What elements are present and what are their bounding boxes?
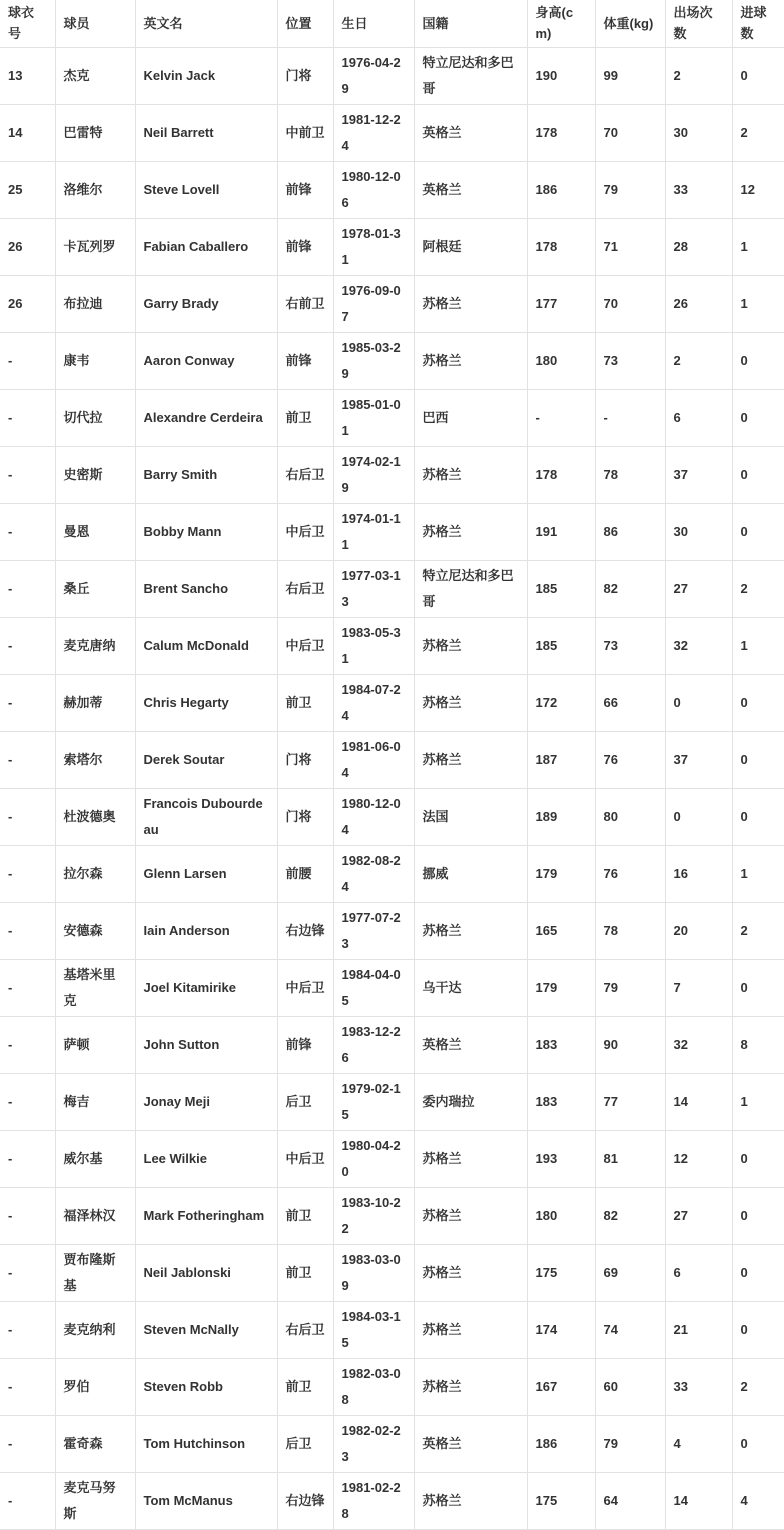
cell-height-cm: 175 (527, 1244, 595, 1301)
cell-jersey-number: - (0, 560, 55, 617)
cell-player: 罗伯 (55, 1358, 135, 1415)
cell-position: 中后卫 (277, 503, 333, 560)
cell-goals: 0 (732, 1415, 784, 1472)
cell-height-cm: 172 (527, 674, 595, 731)
cell-player: 史密斯 (55, 446, 135, 503)
cell-position: 前锋 (277, 1016, 333, 1073)
cell-weight-kg: 79 (595, 1415, 665, 1472)
cell-appearances: 0 (665, 674, 732, 731)
cell-jersey-number: 25 (0, 161, 55, 218)
table-row (0, 560, 784, 617)
cell-height-cm: 186 (527, 1415, 595, 1472)
cell-jersey-number: - (0, 1244, 55, 1301)
cell-english-name: Derek Soutar (135, 731, 277, 788)
cell-appearances: 16 (665, 845, 732, 902)
table-row (0, 332, 784, 389)
cell-goals: 1 (732, 617, 784, 674)
cell-height-cm: 189 (527, 788, 595, 845)
cell-birthday: 1985-01-01 (333, 389, 414, 446)
cell-goals: 0 (732, 731, 784, 788)
cell-height-cm: 174 (527, 1301, 595, 1358)
cell-nationality: 苏格兰 (414, 1301, 527, 1358)
cell-jersey-number: - (0, 1472, 55, 1529)
cell-player: 杜波德奥 (55, 788, 135, 845)
cell-english-name: Steven McNally (135, 1301, 277, 1358)
cell-nationality: 苏格兰 (414, 332, 527, 389)
col-header-birthday: 生日 (333, 0, 414, 47)
cell-nationality: 特立尼达和多巴哥 (414, 47, 527, 104)
cell-appearances: 32 (665, 1016, 732, 1073)
col-header-english-name: 英文名 (135, 0, 277, 47)
cell-player: 拉尔森 (55, 845, 135, 902)
cell-jersey-number: - (0, 959, 55, 1016)
cell-appearances: 33 (665, 1358, 732, 1415)
cell-height-cm: - (527, 389, 595, 446)
cell-birthday: 1977-03-13 (333, 560, 414, 617)
cell-birthday: 1982-08-24 (333, 845, 414, 902)
cell-english-name: Jonay Meji (135, 1073, 277, 1130)
cell-weight-kg: 60 (595, 1358, 665, 1415)
table-row (0, 1301, 784, 1358)
cell-weight-kg: 69 (595, 1244, 665, 1301)
table-row (0, 674, 784, 731)
cell-position: 前锋 (277, 332, 333, 389)
cell-weight-kg: 70 (595, 104, 665, 161)
cell-jersey-number: - (0, 332, 55, 389)
cell-nationality: 苏格兰 (414, 275, 527, 332)
cell-weight-kg: 71 (595, 218, 665, 275)
cell-weight-kg: 78 (595, 902, 665, 959)
col-header-appearances: 出场次数 (665, 0, 732, 47)
cell-goals: 2 (732, 560, 784, 617)
cell-weight-kg: 82 (595, 560, 665, 617)
cell-position: 门将 (277, 731, 333, 788)
cell-position: 右边锋 (277, 902, 333, 959)
cell-appearances: 6 (665, 1244, 732, 1301)
cell-height-cm: 180 (527, 332, 595, 389)
cell-jersey-number: - (0, 788, 55, 845)
cell-nationality: 委内瑞拉 (414, 1073, 527, 1130)
cell-weight-kg: 70 (595, 275, 665, 332)
cell-position: 前卫 (277, 674, 333, 731)
cell-position: 右边锋 (277, 1472, 333, 1529)
cell-birthday: 1974-01-11 (333, 503, 414, 560)
cell-appearances: 2 (665, 47, 732, 104)
cell-position: 前卫 (277, 1187, 333, 1244)
table-row (0, 503, 784, 560)
cell-position: 中后卫 (277, 1130, 333, 1187)
table-header (0, 0, 784, 47)
cell-weight-kg: 78 (595, 446, 665, 503)
cell-jersey-number: 14 (0, 104, 55, 161)
cell-height-cm: 178 (527, 218, 595, 275)
cell-position: 前卫 (277, 1244, 333, 1301)
cell-appearances: 37 (665, 731, 732, 788)
table-row (0, 1472, 784, 1529)
cell-goals: 0 (732, 1187, 784, 1244)
cell-birthday: 1978-01-31 (333, 218, 414, 275)
cell-position: 右后卫 (277, 1301, 333, 1358)
table-row (0, 161, 784, 218)
cell-height-cm: 191 (527, 503, 595, 560)
cell-position: 前锋 (277, 218, 333, 275)
cell-player: 基塔米里克 (55, 959, 135, 1016)
cell-goals: 0 (732, 446, 784, 503)
cell-english-name: Alexandre Cerdeira (135, 389, 277, 446)
cell-weight-kg: 77 (595, 1073, 665, 1130)
cell-player: 霍奇森 (55, 1415, 135, 1472)
cell-birthday: 1980-04-20 (333, 1130, 414, 1187)
header-row (0, 0, 784, 47)
cell-appearances: 20 (665, 902, 732, 959)
cell-nationality: 挪威 (414, 845, 527, 902)
table-row (0, 104, 784, 161)
cell-player: 安德森 (55, 902, 135, 959)
table-row (0, 47, 784, 104)
cell-nationality: 苏格兰 (414, 902, 527, 959)
cell-jersey-number: - (0, 1130, 55, 1187)
cell-position: 中后卫 (277, 959, 333, 1016)
cell-nationality: 乌干达 (414, 959, 527, 1016)
cell-weight-kg: 82 (595, 1187, 665, 1244)
cell-appearances: 30 (665, 503, 732, 560)
table-body (0, 47, 784, 1529)
table-row (0, 389, 784, 446)
cell-jersey-number: 13 (0, 47, 55, 104)
cell-jersey-number: - (0, 617, 55, 674)
cell-nationality: 苏格兰 (414, 674, 527, 731)
cell-nationality: 特立尼达和多巴哥 (414, 560, 527, 617)
cell-height-cm: 179 (527, 959, 595, 1016)
cell-position: 前锋 (277, 161, 333, 218)
cell-height-cm: 178 (527, 104, 595, 161)
cell-nationality: 英格兰 (414, 161, 527, 218)
cell-jersey-number: - (0, 674, 55, 731)
cell-birthday: 1976-09-07 (333, 275, 414, 332)
cell-height-cm: 186 (527, 161, 595, 218)
cell-goals: 4 (732, 1472, 784, 1529)
table-row (0, 731, 784, 788)
cell-birthday: 1983-12-26 (333, 1016, 414, 1073)
cell-appearances: 7 (665, 959, 732, 1016)
cell-player: 杰克 (55, 47, 135, 104)
cell-english-name: Steven Robb (135, 1358, 277, 1415)
cell-goals: 1 (732, 845, 784, 902)
cell-appearances: 0 (665, 788, 732, 845)
cell-weight-kg: 76 (595, 845, 665, 902)
cell-nationality: 巴西 (414, 389, 527, 446)
cell-height-cm: 183 (527, 1073, 595, 1130)
cell-weight-kg: 79 (595, 161, 665, 218)
cell-position: 门将 (277, 788, 333, 845)
cell-english-name: Aaron Conway (135, 332, 277, 389)
cell-height-cm: 187 (527, 731, 595, 788)
cell-height-cm: 185 (527, 617, 595, 674)
table-row (0, 788, 784, 845)
cell-english-name: Bobby Mann (135, 503, 277, 560)
table-row (0, 218, 784, 275)
cell-appearances: 12 (665, 1130, 732, 1187)
cell-birthday: 1982-03-08 (333, 1358, 414, 1415)
cell-nationality: 苏格兰 (414, 1130, 527, 1187)
cell-height-cm: 165 (527, 902, 595, 959)
cell-player: 巴雷特 (55, 104, 135, 161)
cell-appearances: 14 (665, 1073, 732, 1130)
cell-jersey-number: - (0, 1301, 55, 1358)
cell-weight-kg: - (595, 389, 665, 446)
cell-player: 桑丘 (55, 560, 135, 617)
cell-appearances: 6 (665, 389, 732, 446)
cell-position: 后卫 (277, 1415, 333, 1472)
cell-birthday: 1976-04-29 (333, 47, 414, 104)
cell-height-cm: 180 (527, 1187, 595, 1244)
cell-birthday: 1977-07-23 (333, 902, 414, 959)
cell-jersey-number: - (0, 1016, 55, 1073)
cell-jersey-number: 26 (0, 218, 55, 275)
cell-weight-kg: 99 (595, 47, 665, 104)
cell-jersey-number: - (0, 902, 55, 959)
cell-appearances: 30 (665, 104, 732, 161)
cell-appearances: 4 (665, 1415, 732, 1472)
cell-goals: 2 (732, 1358, 784, 1415)
cell-player: 曼恩 (55, 503, 135, 560)
cell-appearances: 2 (665, 332, 732, 389)
cell-position: 前卫 (277, 1358, 333, 1415)
cell-weight-kg: 80 (595, 788, 665, 845)
cell-appearances: 33 (665, 161, 732, 218)
cell-goals: 0 (732, 389, 784, 446)
cell-birthday: 1984-07-24 (333, 674, 414, 731)
table-row (0, 1358, 784, 1415)
cell-goals: 1 (732, 275, 784, 332)
cell-nationality: 英格兰 (414, 1016, 527, 1073)
cell-weight-kg: 86 (595, 503, 665, 560)
cell-goals: 8 (732, 1016, 784, 1073)
cell-nationality: 苏格兰 (414, 1472, 527, 1529)
cell-height-cm: 177 (527, 275, 595, 332)
cell-english-name: Mark Fotheringham (135, 1187, 277, 1244)
cell-english-name: Lee Wilkie (135, 1130, 277, 1187)
cell-appearances: 14 (665, 1472, 732, 1529)
cell-birthday: 1985-03-29 (333, 332, 414, 389)
cell-goals: 0 (732, 1244, 784, 1301)
cell-weight-kg: 81 (595, 1130, 665, 1187)
table-row (0, 617, 784, 674)
table-row (0, 902, 784, 959)
cell-appearances: 37 (665, 446, 732, 503)
cell-jersey-number: - (0, 1073, 55, 1130)
cell-position: 右前卫 (277, 275, 333, 332)
cell-position: 中前卫 (277, 104, 333, 161)
cell-birthday: 1981-12-24 (333, 104, 414, 161)
cell-english-name: Francois Dubourdeau (135, 788, 277, 845)
cell-weight-kg: 73 (595, 332, 665, 389)
cell-goals: 0 (732, 332, 784, 389)
cell-goals: 0 (732, 503, 784, 560)
cell-jersey-number: - (0, 446, 55, 503)
cell-nationality: 苏格兰 (414, 1244, 527, 1301)
cell-position: 前腰 (277, 845, 333, 902)
cell-jersey-number: 26 (0, 275, 55, 332)
cell-english-name: Tom Hutchinson (135, 1415, 277, 1472)
table-row (0, 1130, 784, 1187)
cell-player: 布拉迪 (55, 275, 135, 332)
cell-english-name: Kelvin Jack (135, 47, 277, 104)
col-header-weight: 体重(kg) (595, 0, 665, 47)
cell-position: 右后卫 (277, 446, 333, 503)
cell-height-cm: 175 (527, 1472, 595, 1529)
cell-jersey-number: - (0, 1358, 55, 1415)
cell-nationality: 英格兰 (414, 1415, 527, 1472)
cell-jersey-number: - (0, 845, 55, 902)
cell-birthday: 1984-03-15 (333, 1301, 414, 1358)
cell-weight-kg: 79 (595, 959, 665, 1016)
cell-english-name: Chris Hegarty (135, 674, 277, 731)
col-header-position: 位置 (277, 0, 333, 47)
cell-jersey-number: - (0, 731, 55, 788)
cell-english-name: Calum McDonald (135, 617, 277, 674)
cell-nationality: 法国 (414, 788, 527, 845)
cell-height-cm: 178 (527, 446, 595, 503)
table-row (0, 1016, 784, 1073)
cell-player: 麦克马努斯 (55, 1472, 135, 1529)
cell-birthday: 1981-02-28 (333, 1472, 414, 1529)
cell-appearances: 27 (665, 560, 732, 617)
cell-weight-kg: 66 (595, 674, 665, 731)
cell-goals: 0 (732, 788, 784, 845)
cell-birthday: 1983-05-31 (333, 617, 414, 674)
table-row (0, 1073, 784, 1130)
cell-goals: 2 (732, 104, 784, 161)
table-row (0, 275, 784, 332)
cell-english-name: Fabian Caballero (135, 218, 277, 275)
cell-height-cm: 183 (527, 1016, 595, 1073)
cell-height-cm: 193 (527, 1130, 595, 1187)
cell-birthday: 1982-02-23 (333, 1415, 414, 1472)
cell-goals: 2 (732, 902, 784, 959)
cell-nationality: 苏格兰 (414, 617, 527, 674)
cell-height-cm: 185 (527, 560, 595, 617)
cell-goals: 1 (732, 1073, 784, 1130)
cell-birthday: 1974-02-19 (333, 446, 414, 503)
cell-jersey-number: - (0, 503, 55, 560)
cell-position: 门将 (277, 47, 333, 104)
cell-nationality: 苏格兰 (414, 1358, 527, 1415)
col-header-nationality: 国籍 (414, 0, 527, 47)
cell-player: 麦克纳利 (55, 1301, 135, 1358)
table-row (0, 845, 784, 902)
cell-goals: 0 (732, 47, 784, 104)
cell-birthday: 1979-02-15 (333, 1073, 414, 1130)
cell-goals: 0 (732, 674, 784, 731)
cell-player: 麦克唐纳 (55, 617, 135, 674)
cell-weight-kg: 74 (595, 1301, 665, 1358)
cell-birthday: 1980-12-06 (333, 161, 414, 218)
cell-goals: 0 (732, 959, 784, 1016)
cell-jersey-number: - (0, 389, 55, 446)
cell-appearances: 27 (665, 1187, 732, 1244)
cell-player: 威尔基 (55, 1130, 135, 1187)
cell-player: 赫加蒂 (55, 674, 135, 731)
col-header-jersey-number: 球衣号 (0, 0, 55, 47)
cell-english-name: Neil Jablonski (135, 1244, 277, 1301)
cell-english-name: Garry Brady (135, 275, 277, 332)
cell-player: 康韦 (55, 332, 135, 389)
table-row (0, 1244, 784, 1301)
cell-weight-kg: 64 (595, 1472, 665, 1529)
cell-position: 右后卫 (277, 560, 333, 617)
cell-goals: 0 (732, 1301, 784, 1358)
cell-goals: 12 (732, 161, 784, 218)
cell-player: 贾布隆斯基 (55, 1244, 135, 1301)
cell-height-cm: 179 (527, 845, 595, 902)
cell-nationality: 苏格兰 (414, 446, 527, 503)
cell-nationality: 苏格兰 (414, 503, 527, 560)
cell-jersey-number: - (0, 1187, 55, 1244)
cell-position: 后卫 (277, 1073, 333, 1130)
cell-player: 福泽林汉 (55, 1187, 135, 1244)
cell-appearances: 26 (665, 275, 732, 332)
cell-nationality: 苏格兰 (414, 1187, 527, 1244)
cell-player: 索塔尔 (55, 731, 135, 788)
cell-birthday: 1981-06-04 (333, 731, 414, 788)
col-header-player: 球员 (55, 0, 135, 47)
cell-weight-kg: 90 (595, 1016, 665, 1073)
cell-goals: 1 (732, 218, 784, 275)
cell-jersey-number: - (0, 1415, 55, 1472)
cell-english-name: Barry Smith (135, 446, 277, 503)
cell-position: 前卫 (277, 389, 333, 446)
cell-birthday: 1983-03-09 (333, 1244, 414, 1301)
cell-english-name: Neil Barrett (135, 104, 277, 161)
cell-birthday: 1984-04-05 (333, 959, 414, 1016)
cell-weight-kg: 76 (595, 731, 665, 788)
cell-nationality: 阿根廷 (414, 218, 527, 275)
cell-english-name: John Sutton (135, 1016, 277, 1073)
cell-appearances: 32 (665, 617, 732, 674)
cell-nationality: 英格兰 (414, 104, 527, 161)
cell-player: 洛维尔 (55, 161, 135, 218)
table-row (0, 446, 784, 503)
cell-height-cm: 167 (527, 1358, 595, 1415)
col-header-goals: 进球数 (732, 0, 784, 47)
cell-appearances: 21 (665, 1301, 732, 1358)
cell-player: 切代拉 (55, 389, 135, 446)
cell-goals: 0 (732, 1130, 784, 1187)
cell-english-name: Tom McManus (135, 1472, 277, 1529)
cell-english-name: Glenn Larsen (135, 845, 277, 902)
cell-appearances: 28 (665, 218, 732, 275)
cell-english-name: Brent Sancho (135, 560, 277, 617)
col-header-height: 身高(cm) (527, 0, 595, 47)
cell-player: 萨顿 (55, 1016, 135, 1073)
cell-player: 梅吉 (55, 1073, 135, 1130)
cell-position: 中后卫 (277, 617, 333, 674)
table-row (0, 1415, 784, 1472)
cell-birthday: 1983-10-22 (333, 1187, 414, 1244)
table-row (0, 959, 784, 1016)
table-row (0, 1187, 784, 1244)
cell-player: 卡瓦列罗 (55, 218, 135, 275)
cell-english-name: Steve Lovell (135, 161, 277, 218)
cell-nationality: 苏格兰 (414, 731, 527, 788)
cell-english-name: Joel Kitamirike (135, 959, 277, 1016)
cell-birthday: 1980-12-04 (333, 788, 414, 845)
cell-weight-kg: 73 (595, 617, 665, 674)
cell-english-name: Iain Anderson (135, 902, 277, 959)
cell-height-cm: 190 (527, 47, 595, 104)
